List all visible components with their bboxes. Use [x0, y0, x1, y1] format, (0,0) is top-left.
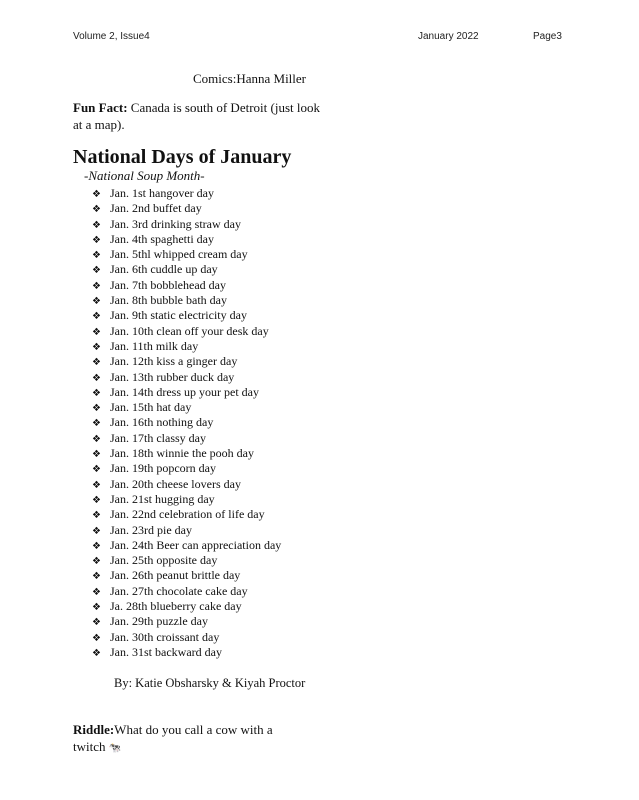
list-item [92, 415, 281, 430]
list-item-label: Jan. 30th croissant day [110, 629, 220, 644]
list-item [92, 217, 281, 232]
diamond-bullet-icon: ❖ [92, 372, 101, 384]
diamond-bullet-icon: ❖ [92, 556, 101, 568]
list-item-label: Jan. 3rd drinking straw day [110, 216, 241, 231]
list-item [92, 339, 281, 354]
list-item [92, 568, 281, 583]
list-item-label: Jan. 5thl whipped cream day [110, 247, 248, 262]
list-item [92, 492, 281, 507]
list-item-label: Jan. 24th Beer can appreciation day [110, 537, 282, 552]
diamond-bullet-icon: ❖ [92, 265, 101, 277]
list-item-label: Jan. 8th bubble bath day [110, 293, 227, 308]
list-item-label: Jan. 11th milk day [110, 338, 199, 353]
list-item [92, 278, 281, 293]
list-item-label: Jan. 29th puzzle day [110, 614, 208, 629]
list-item-label: Jan. 16th nothing day [110, 415, 214, 430]
list-item-label: Jan. 21st hugging day [110, 491, 215, 506]
list-item [92, 201, 281, 216]
comics-credit: Comics:Hanna Miller [193, 71, 307, 86]
fun-fact-label: Fun Fact: [73, 100, 128, 115]
diamond-bullet-icon: ❖ [92, 586, 101, 598]
list-item [92, 262, 281, 277]
diamond-bullet-icon: ❖ [92, 602, 101, 614]
diamond-bullet-icon: ❖ [92, 326, 101, 338]
list-item-label: Jan. 1st hangover day [110, 186, 214, 200]
diamond-bullet-icon: ❖ [92, 433, 101, 445]
diamond-bullet-icon: ❖ [92, 525, 101, 537]
diamond-bullet-icon: ❖ [92, 632, 101, 644]
diamond-bullet-icon: ❖ [92, 510, 101, 522]
diamond-bullet-icon: ❖ [92, 494, 101, 506]
list-item [92, 461, 281, 476]
list-item-label: Jan. 18th winnie the pooh day [110, 446, 254, 461]
list-item-label: Jan. 13th rubber duck day [110, 369, 235, 384]
list-item [92, 385, 281, 400]
list-item [92, 630, 281, 645]
list-item-label: Jan. 6th cuddle up day [110, 262, 218, 277]
issue-date: January 2022 [418, 31, 479, 42]
list-item-label: Jan. 20th cheese lovers day [110, 476, 241, 491]
list-item-label: Jan. 4th spaghetti day [110, 231, 214, 246]
diamond-bullet-icon: ❖ [92, 280, 101, 292]
list-item [92, 308, 281, 323]
diamond-bullet-icon: ❖ [92, 647, 101, 659]
list-item [92, 370, 281, 385]
list-item-label: Jan. 10th clean off your desk day [110, 323, 269, 338]
diamond-bullet-icon: ❖ [92, 189, 101, 200]
list-item [92, 599, 281, 614]
riddle-text: What do you call a cow with a twitch [73, 722, 273, 754]
list-item [92, 354, 281, 369]
diamond-bullet-icon: ❖ [92, 311, 101, 323]
list-item-label: Jan. 15th hat day [110, 400, 192, 415]
diamond-bullet-icon: ❖ [92, 387, 101, 399]
list-item-label: Jan. 17th classy day [110, 430, 206, 445]
list-item [92, 446, 281, 461]
list-item [92, 293, 281, 308]
diamond-bullet-icon: ❖ [92, 464, 101, 476]
list-item [92, 400, 281, 415]
fun-fact [73, 99, 323, 133]
list-item [92, 507, 281, 522]
list-item-label: Jan. 22nd celebration of life day [110, 507, 265, 522]
riddle-label: Riddle: [73, 722, 115, 737]
page-number: Page3 [533, 31, 562, 42]
list-item-label: Jan. 7th bobblehead day [110, 277, 226, 292]
byline: By: Katie Obsharsky & Kiyah Proctor [114, 676, 306, 690]
diamond-bullet-icon: ❖ [92, 617, 101, 629]
fun-fact-text: Canada is south of Detroit (just look at a map). [73, 100, 320, 132]
diamond-bullet-icon: ❖ [92, 403, 101, 415]
list-item-label: Jan. 2nd buffet day [110, 201, 202, 216]
riddle [73, 721, 303, 757]
diamond-bullet-icon: ❖ [92, 296, 101, 308]
diamond-bullet-icon: ❖ [92, 357, 101, 369]
diamond-bullet-icon: ❖ [92, 540, 101, 552]
list-item [92, 538, 281, 553]
list-item-label: Jan. 31st backward day [110, 644, 222, 659]
diamond-bullet-icon: ❖ [92, 479, 101, 491]
list-item-label: Jan. 27th chocolate cake day [110, 583, 248, 598]
list-item-label: Ja. 28th blueberry cake day [110, 599, 242, 614]
list-item [92, 431, 281, 446]
list-item-label: Jan. 9th static electricity day [110, 308, 247, 323]
list-item-label: Jan. 19th popcorn day [110, 461, 216, 476]
cow-icon: 🐄 [108, 743, 122, 754]
national-days-list [92, 186, 281, 660]
section-title: National Days of January [73, 146, 292, 168]
list-item [92, 324, 281, 339]
list-item-label: Jan. 25th opposite day [110, 553, 218, 568]
diamond-bullet-icon: ❖ [92, 341, 101, 353]
list-item-label: Jan. 26th peanut brittle day [110, 568, 241, 583]
list-item-label: Jan. 14th dress up your pet day [110, 384, 259, 399]
list-item [92, 614, 281, 629]
diamond-bullet-icon: ❖ [92, 571, 101, 583]
diamond-bullet-icon: ❖ [92, 449, 101, 461]
list-item [92, 186, 281, 201]
list-item [92, 523, 281, 538]
list-item [92, 645, 281, 660]
list-item [92, 477, 281, 492]
diamond-bullet-icon: ❖ [92, 250, 101, 262]
issue-volume: Volume 2, Issue4 [73, 31, 150, 42]
diamond-bullet-icon: ❖ [92, 204, 101, 216]
list-item [92, 584, 281, 599]
list-item [92, 247, 281, 262]
diamond-bullet-icon: ❖ [92, 234, 101, 246]
diamond-bullet-icon: ❖ [92, 219, 101, 231]
list-item-label: Jan. 23rd pie day [110, 522, 192, 537]
list-item [92, 232, 281, 247]
diamond-bullet-icon: ❖ [92, 418, 101, 430]
list-item-label: Jan. 12th kiss a ginger day [110, 354, 238, 369]
section-subtitle: -National Soup Month- [84, 168, 205, 183]
list-item [92, 553, 281, 568]
